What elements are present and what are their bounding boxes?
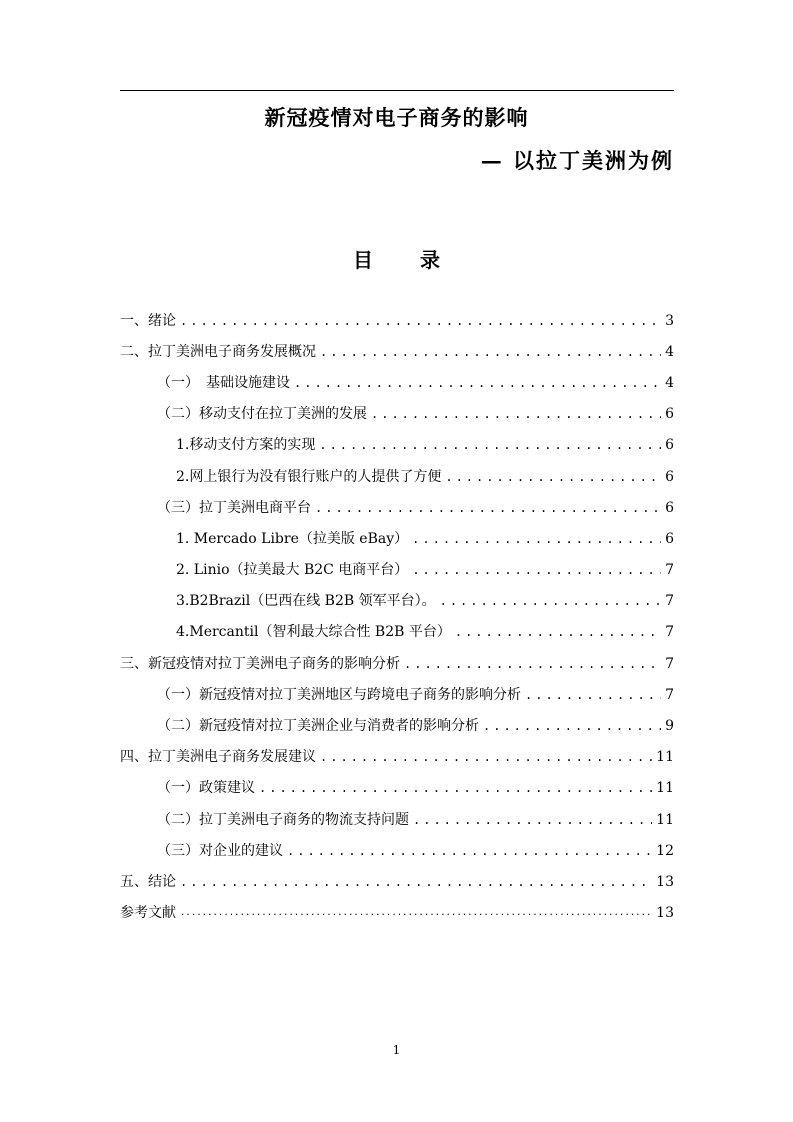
toc-entry-page: 11 xyxy=(656,811,674,828)
table-of-contents xyxy=(120,305,674,929)
page-number: 1 xyxy=(392,1043,401,1057)
toc-entry[interactable] xyxy=(120,710,674,741)
toc-entry-page: 7 xyxy=(665,655,674,672)
toc-entry-label: 参考文献 xyxy=(120,905,176,922)
toc-entry-page: 4 xyxy=(665,374,674,391)
toc-leader xyxy=(371,405,661,423)
toc-entry-label: （二）移动支付在拉丁美洲的发展 xyxy=(157,406,367,423)
toc-entry-label: 一、绪论 xyxy=(120,312,176,329)
toc-leader xyxy=(525,686,661,704)
toc-entry-label: 二、拉丁美洲电子商务发展概况 xyxy=(120,343,316,360)
toc-entry-label: 1. Mercado Libre（拉美版 eBay） xyxy=(176,530,409,547)
toc-entry-page: 9 xyxy=(665,718,674,735)
toc-entry-page: 11 xyxy=(656,780,674,797)
toc-entry-label: （三）对企业的建议 xyxy=(157,842,283,859)
toc-entry-label: （二）拉丁美洲电子商务的物流支持问题 xyxy=(157,811,409,828)
toc-entry-page: 6 xyxy=(665,499,674,516)
toc-entry-page: 3 xyxy=(665,312,674,329)
toc-entry-label: （二）新冠疫情对拉丁美洲企业与消费者的影响分析 xyxy=(157,718,479,735)
toc-entry-page: 7 xyxy=(665,624,674,641)
toc-leader xyxy=(440,592,661,610)
toc-entry[interactable] xyxy=(120,336,674,367)
toc-entry-page: 6 xyxy=(665,468,674,485)
toc-leader xyxy=(445,468,661,486)
toc-entry-page: 6 xyxy=(665,406,674,423)
toc-entry-label: （一）政策建议 xyxy=(157,780,255,797)
toc-entry[interactable] xyxy=(120,773,674,804)
toc-entry-label: （三）拉丁美洲电商平台 xyxy=(157,499,311,516)
toc-entry-page: 7 xyxy=(665,686,674,703)
document-title: 新冠疫情对电子商务的影响 xyxy=(264,105,529,130)
toc-entry-page: 13 xyxy=(656,873,674,890)
header-rule xyxy=(120,90,674,91)
toc-entry-label: 1.移动支付方案的实现 xyxy=(176,437,316,454)
toc-entry[interactable] xyxy=(120,866,674,897)
toc-leader xyxy=(320,343,661,361)
toc-entry-label: （一）新冠疫情对拉丁美洲地区与跨境电子商务的影响分析 xyxy=(157,686,521,703)
toc-entry-page: 4 xyxy=(665,343,674,360)
toc-entry[interactable] xyxy=(120,523,674,554)
toc-leader xyxy=(455,623,661,641)
toc-entry-page: 6 xyxy=(665,530,674,547)
toc-leader xyxy=(287,842,652,860)
toc-entry[interactable] xyxy=(120,742,674,773)
toc-leader xyxy=(180,904,652,922)
toc-entry-label: 2.网上银行为没有银行账户的人提供了方便 xyxy=(176,468,442,485)
document-subtitle: — 以拉丁美洲为例 xyxy=(480,148,674,173)
toc-entry[interactable] xyxy=(120,898,674,929)
toc-entry[interactable] xyxy=(120,835,674,866)
toc-entry[interactable] xyxy=(120,305,674,336)
toc-leader xyxy=(320,748,652,766)
toc-entry[interactable] xyxy=(120,648,674,679)
toc-entry[interactable] xyxy=(120,430,674,461)
toc-entry-label: 2. Linio（拉美最大 B2C 电商平台） xyxy=(176,562,409,579)
toc-entry[interactable] xyxy=(120,367,674,398)
toc-leader xyxy=(180,312,661,330)
toc-entry-page: 7 xyxy=(665,593,674,610)
toc-leader xyxy=(404,655,661,673)
toc-entry-label: 3.B2Brazil（巴西在线 B2B 领军平台）。 xyxy=(176,593,436,610)
toc-entry-page: 7 xyxy=(665,562,674,579)
toc-leader xyxy=(180,873,652,891)
toc-entry-label: （一） 基础设施建设 xyxy=(157,374,290,391)
toc-entry-page: 6 xyxy=(665,437,674,454)
toc-entry-label: 4.Mercantil（智利最大综合性 B2B 平台） xyxy=(176,624,451,641)
toc-entry[interactable] xyxy=(120,399,674,430)
toc-entry-label: 五、结论 xyxy=(120,873,176,890)
toc-leader xyxy=(413,811,652,829)
toc-entry-label: 三、新冠疫情对拉丁美洲电子商务的影响分析 xyxy=(120,655,400,672)
toc-entry[interactable] xyxy=(120,492,674,523)
toc-leader xyxy=(259,779,652,797)
toc-leader xyxy=(483,717,661,735)
toc-leader xyxy=(412,530,661,548)
toc-entry[interactable] xyxy=(120,679,674,710)
toc-leader xyxy=(412,561,661,579)
toc-entry[interactable] xyxy=(120,804,674,835)
toc-heading: 目 录 xyxy=(353,248,460,272)
toc-leader xyxy=(315,499,661,517)
toc-entry[interactable] xyxy=(120,617,674,648)
toc-entry-label: 四、拉丁美洲电子商务发展建议 xyxy=(120,749,316,766)
toc-entry[interactable] xyxy=(120,555,674,586)
toc-entry[interactable] xyxy=(120,461,674,492)
toc-leader xyxy=(319,436,661,454)
toc-entry-page: 11 xyxy=(656,749,674,766)
toc-entry[interactable] xyxy=(120,586,674,617)
toc-leader xyxy=(294,374,661,392)
toc-entry-page: 13 xyxy=(656,905,674,922)
toc-entry-page: 12 xyxy=(656,842,674,859)
